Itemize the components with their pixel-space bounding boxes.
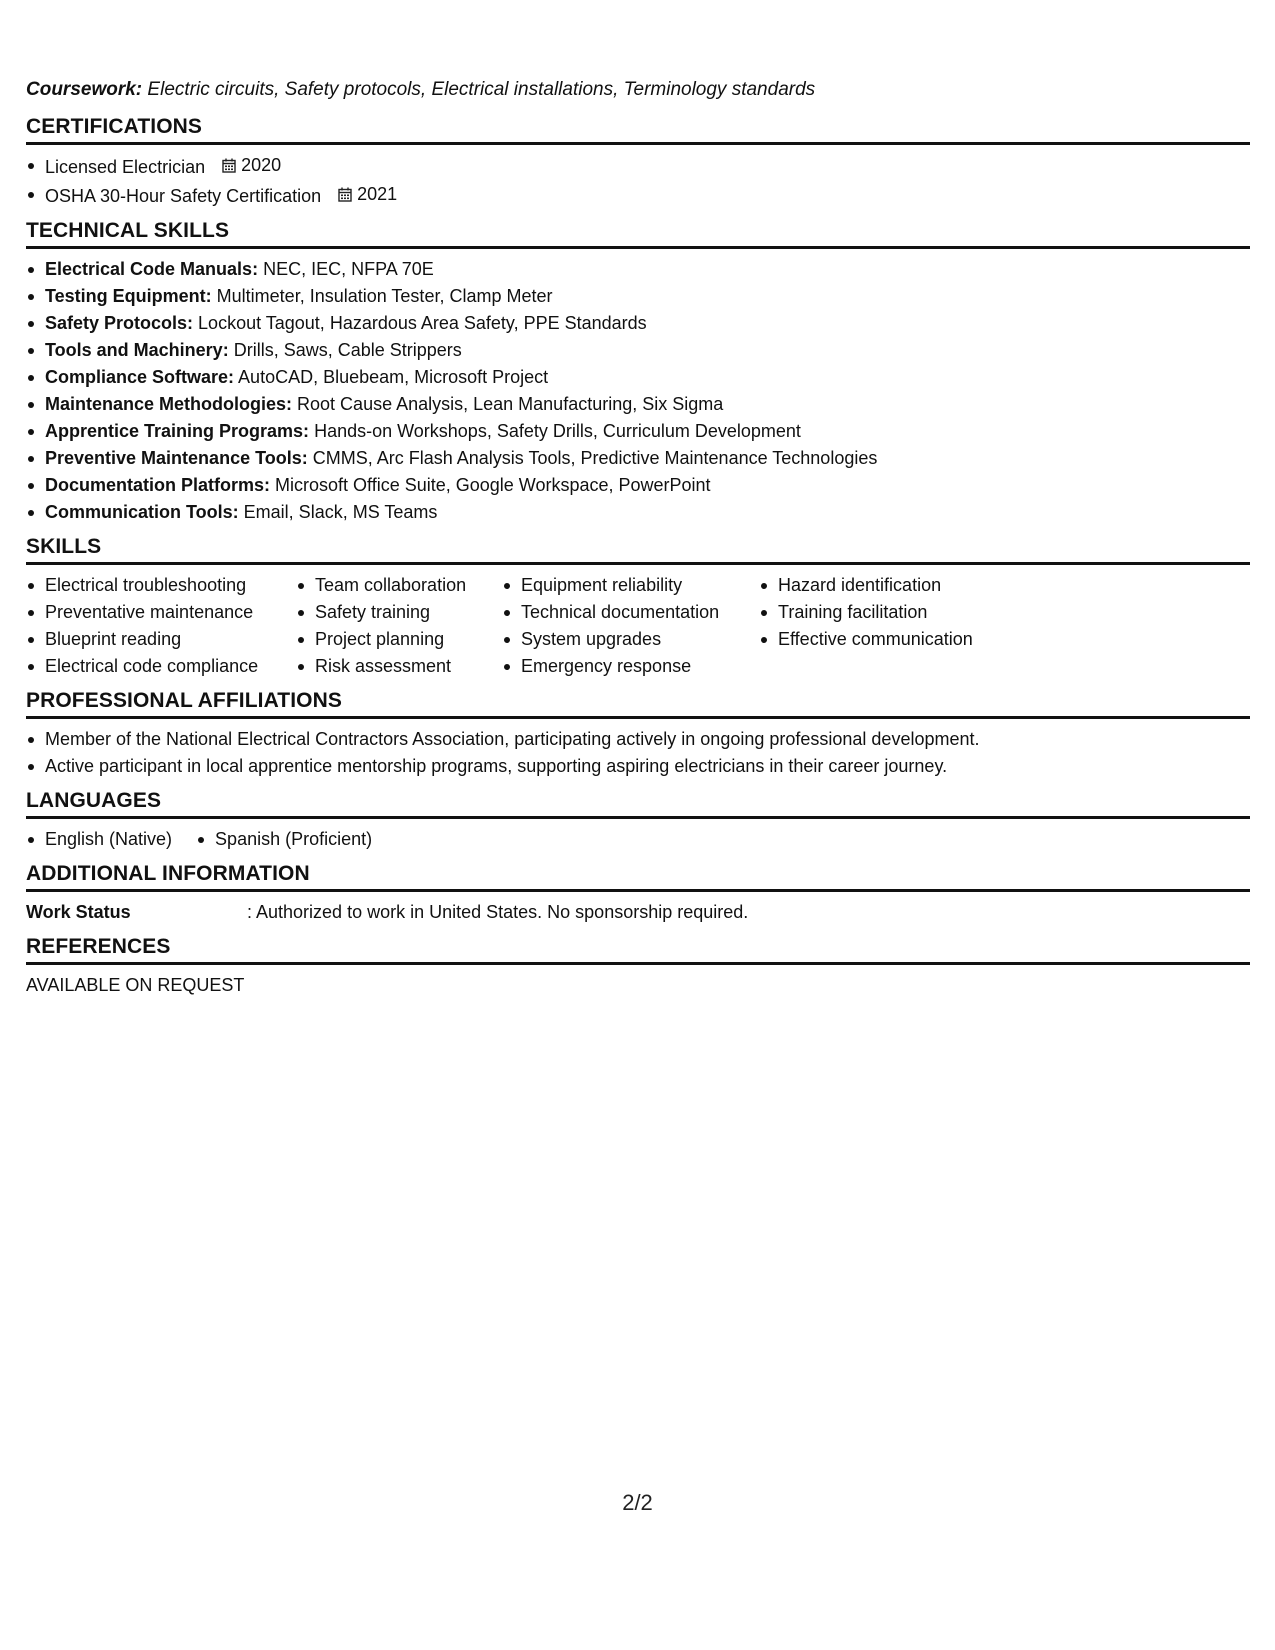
page-number: 2/2 xyxy=(622,1490,653,1515)
skill-item: Risk assessment xyxy=(296,653,502,680)
technical-skill-item xyxy=(26,418,1250,445)
affiliations-heading: PROFESSIONAL AFFILIATIONS xyxy=(26,688,1250,719)
technical-skill-values: Microsoft Office Suite, Google Workspace, PowerPoint xyxy=(270,475,711,495)
languages-section xyxy=(26,788,1250,853)
skill-item: System upgrades xyxy=(502,626,759,653)
work-status-label: Work Status xyxy=(26,902,131,922)
technical-skill-values: Lockout Tagout, Hazardous Area Safety, PPE Standards xyxy=(193,313,647,333)
certification-year: 2020 xyxy=(241,155,282,175)
certifications-section xyxy=(26,114,1250,210)
technical-skill-category: Documentation Platforms: xyxy=(45,475,271,495)
certification-date xyxy=(222,152,281,179)
skill-item: Blueprint reading xyxy=(26,626,296,653)
technical-skill-item xyxy=(26,445,1250,472)
technical-skill-category: Maintenance Methodologies: xyxy=(45,394,293,414)
skills-column xyxy=(759,572,1019,680)
technical-skill-values: Hands-on Workshops, Safety Drills, Curriculum Development xyxy=(309,421,801,441)
work-status-value: : Authorized to work in United States. No sponsorship required. xyxy=(247,902,749,922)
coursework-line xyxy=(26,76,1250,104)
skill-item: Emergency response xyxy=(502,653,759,680)
languages-list xyxy=(26,826,1250,853)
work-status-row xyxy=(26,899,1250,926)
certification-item xyxy=(26,152,1250,181)
skill-item: Technical documentation xyxy=(502,599,759,626)
technical-skill-values: NEC, IEC, NFPA 70E xyxy=(258,259,434,279)
affiliation-item: Member of the National Electrical Contractors Association, participating actively in ongoing professional development. xyxy=(26,726,1250,753)
certification-item xyxy=(26,181,1250,210)
skill-item: Team collaboration xyxy=(296,572,502,599)
technical-skill-category: Communication Tools: xyxy=(45,502,239,522)
references-section xyxy=(26,934,1250,999)
technical-skill-item xyxy=(26,256,1250,283)
skill-item: Equipment reliability xyxy=(502,572,759,599)
technical-skill-values: Drills, Saws, Cable Strippers xyxy=(228,340,462,360)
skill-item: Hazard identification xyxy=(759,572,1019,599)
technical-skills-section xyxy=(26,218,1250,526)
skills-section xyxy=(26,534,1250,680)
skill-item: Electrical troubleshooting xyxy=(26,572,296,599)
skills-grid xyxy=(26,572,1250,680)
technical-skill-values: Root Cause Analysis, Lean Manufacturing, Six Sigma xyxy=(292,394,724,414)
technical-skill-category: Apprentice Training Programs: xyxy=(45,421,310,441)
skills-column xyxy=(296,572,502,680)
technical-skill-item xyxy=(26,472,1250,499)
skill-item: Electrical code compliance xyxy=(26,653,296,680)
references-heading: REFERENCES xyxy=(26,934,1250,965)
technical-skill-item xyxy=(26,337,1250,364)
affiliation-item: Active participant in local apprentice mentorship programs, supporting aspiring electricians in their career journey. xyxy=(26,753,1250,780)
technical-skill-values: Email, Slack, MS Teams xyxy=(238,502,438,522)
technical-skill-item xyxy=(26,283,1250,310)
calendar-icon xyxy=(222,158,236,173)
technical-skill-category: Compliance Software: xyxy=(45,367,235,387)
coursework-label: Coursework: xyxy=(26,79,143,100)
technical-skills-list xyxy=(26,256,1250,526)
coursework-text: Electric circuits, Safety protocols, Electrical installations, Terminology standards xyxy=(142,79,816,100)
skills-heading: SKILLS xyxy=(26,534,1250,565)
languages-heading: LANGUAGES xyxy=(26,788,1250,819)
language-item: English (Native) xyxy=(26,826,172,853)
certifications-list xyxy=(26,152,1250,210)
skills-column xyxy=(26,572,296,680)
certification-name: OSHA 30-Hour Safety Certification xyxy=(45,186,322,206)
skill-item: Project planning xyxy=(296,626,502,653)
technical-skill-values: AutoCAD, Bluebeam, Microsoft Project xyxy=(234,367,549,387)
affiliations-section xyxy=(26,688,1250,780)
skill-item: Training facilitation xyxy=(759,599,1019,626)
technical-skill-category: Safety Protocols: xyxy=(45,313,194,333)
technical-skill-item xyxy=(26,364,1250,391)
technical-skill-item xyxy=(26,391,1250,418)
technical-skill-item xyxy=(26,499,1250,526)
resume-page xyxy=(26,76,1250,1007)
certifications-heading: CERTIFICATIONS xyxy=(26,114,1250,145)
certification-date xyxy=(338,181,397,208)
technical-skills-heading: TECHNICAL SKILLS xyxy=(26,218,1250,249)
additional-info-heading: ADDITIONAL INFORMATION xyxy=(26,861,1250,892)
certification-year: 2021 xyxy=(357,184,398,204)
language-item: Spanish (Proficient) xyxy=(196,826,372,853)
technical-skill-values: Multimeter, Insulation Tester, Clamp Meter xyxy=(211,286,553,306)
technical-skill-category: Preventive Maintenance Tools: xyxy=(45,448,308,468)
skills-column xyxy=(502,572,759,680)
technical-skill-category: Tools and Machinery: xyxy=(45,340,229,360)
affiliations-list xyxy=(26,726,1250,780)
technical-skill-item xyxy=(26,310,1250,337)
additional-info-section xyxy=(26,861,1250,926)
technical-skill-category: Electrical Code Manuals: xyxy=(45,259,259,279)
references-text: AVAILABLE ON REQUEST xyxy=(26,975,245,995)
skill-item: Effective communication xyxy=(759,626,1019,653)
calendar-icon xyxy=(338,187,352,202)
technical-skill-values: CMMS, Arc Flash Analysis Tools, Predictive Maintenance Technologies xyxy=(307,448,878,468)
skill-item: Preventative maintenance xyxy=(26,599,296,626)
skill-item: Safety training xyxy=(296,599,502,626)
technical-skill-category: Testing Equipment: xyxy=(45,286,212,306)
certification-name: Licensed Electrician xyxy=(45,157,206,177)
